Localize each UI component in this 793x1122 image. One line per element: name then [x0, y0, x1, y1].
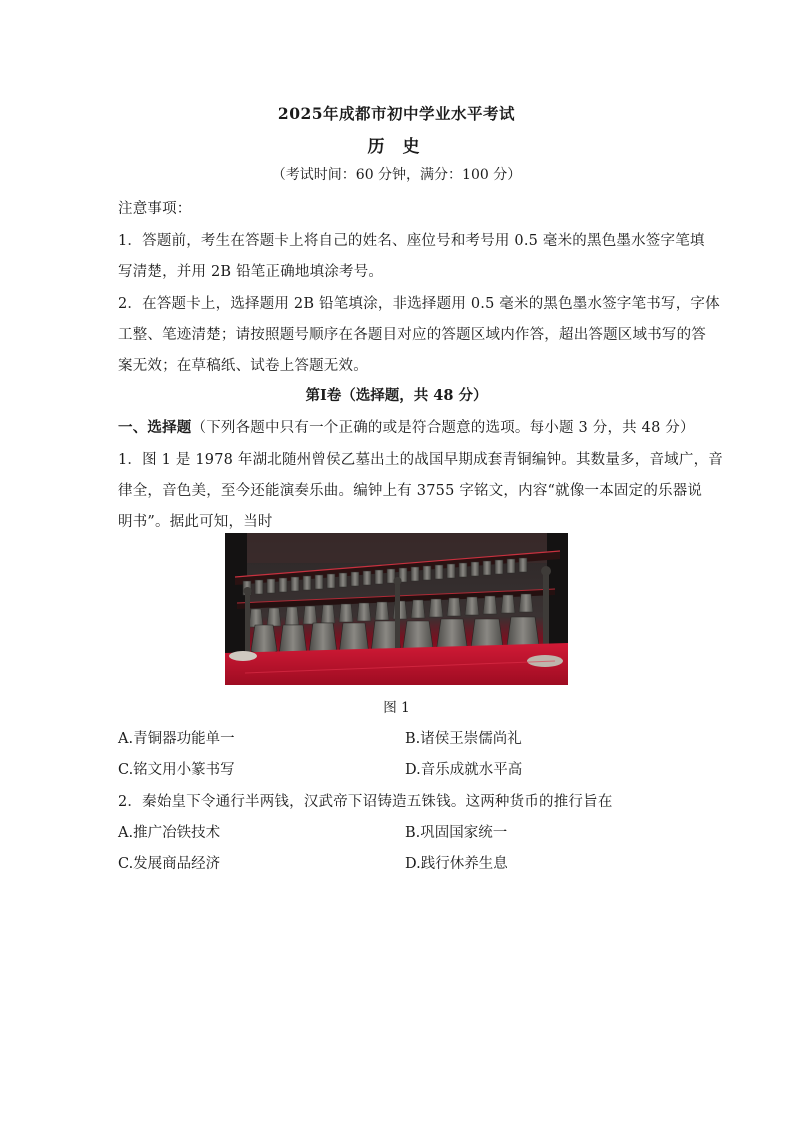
- exam-info: （考试时间：60 分钟，满分：100 分）: [271, 167, 522, 183]
- part-title: 第Ⅰ卷（选择题，共 48 分）: [305, 387, 488, 404]
- notes-line: 1．答题前，考生在答题卡上将自己的姓名、座位号和考号用 0.5 毫米的黑色墨水签字笔填: [118, 233, 705, 249]
- exam-title: 2025年成都市初中学业水平考试: [277, 104, 516, 123]
- section-desc: （下列各题中只有一个正确的或是符合题意的选项。每小题 3 分，共 48 分）: [191, 420, 695, 436]
- notes-line: 写清楚，并用 2B 铅笔正确地填涂考号。: [118, 264, 384, 280]
- notes-line: 2．在答题卡上，选择题用 2B 铅笔填涂，非选择题用 0.5 毫米的黑色墨水签字笔书写，字体: [118, 296, 720, 312]
- question-stem: 律全，音色美，至今还能演奏乐曲。编钟上有 3755 字铭文，内容“就像一本固定的乐器说: [118, 483, 703, 499]
- section-header: [118, 416, 695, 437]
- notes-heading: 注意事项：: [118, 201, 192, 217]
- option-a: A.青铜器功能单一: [118, 731, 235, 747]
- option-b: B.诸侯王崇儒尚礼: [405, 731, 522, 747]
- option-d: D.音乐成就水平高: [405, 762, 523, 778]
- section-label: 一、选择题: [118, 419, 192, 436]
- option-d: D.践行休养生息: [405, 856, 508, 872]
- figure-caption: 图 1: [383, 700, 410, 716]
- subject-title: 历 史: [367, 137, 426, 157]
- notes-line: 案无效；在草稿纸、试卷上答题无效。: [118, 358, 368, 374]
- option-b: B.巩固国家统一: [405, 825, 508, 841]
- notes-line: 工整、笔迹清楚；请按照题号顺序在各题目对应的答题区域内作答，超出答题区域书写的答: [118, 327, 706, 343]
- option-c: C.铭文用小篆书写: [118, 762, 235, 778]
- question-stem: 2．秦始皇下令通行半两钱，汉武帝下诏铸造五铢钱。这两种货币的推行旨在: [118, 794, 613, 810]
- option-a: A.推广冶铁技术: [118, 825, 221, 841]
- question-stem: 1．图 1 是 1978 年湖北随州曾侯乙墓出土的战国早期成套青铜编钟。其数量多，音域广，音: [118, 452, 723, 468]
- option-c: C.发展商品经济: [118, 856, 221, 872]
- bronze-chime-bells-photo: [225, 533, 568, 685]
- question-stem: 明书”。据此可知，当时: [118, 514, 273, 530]
